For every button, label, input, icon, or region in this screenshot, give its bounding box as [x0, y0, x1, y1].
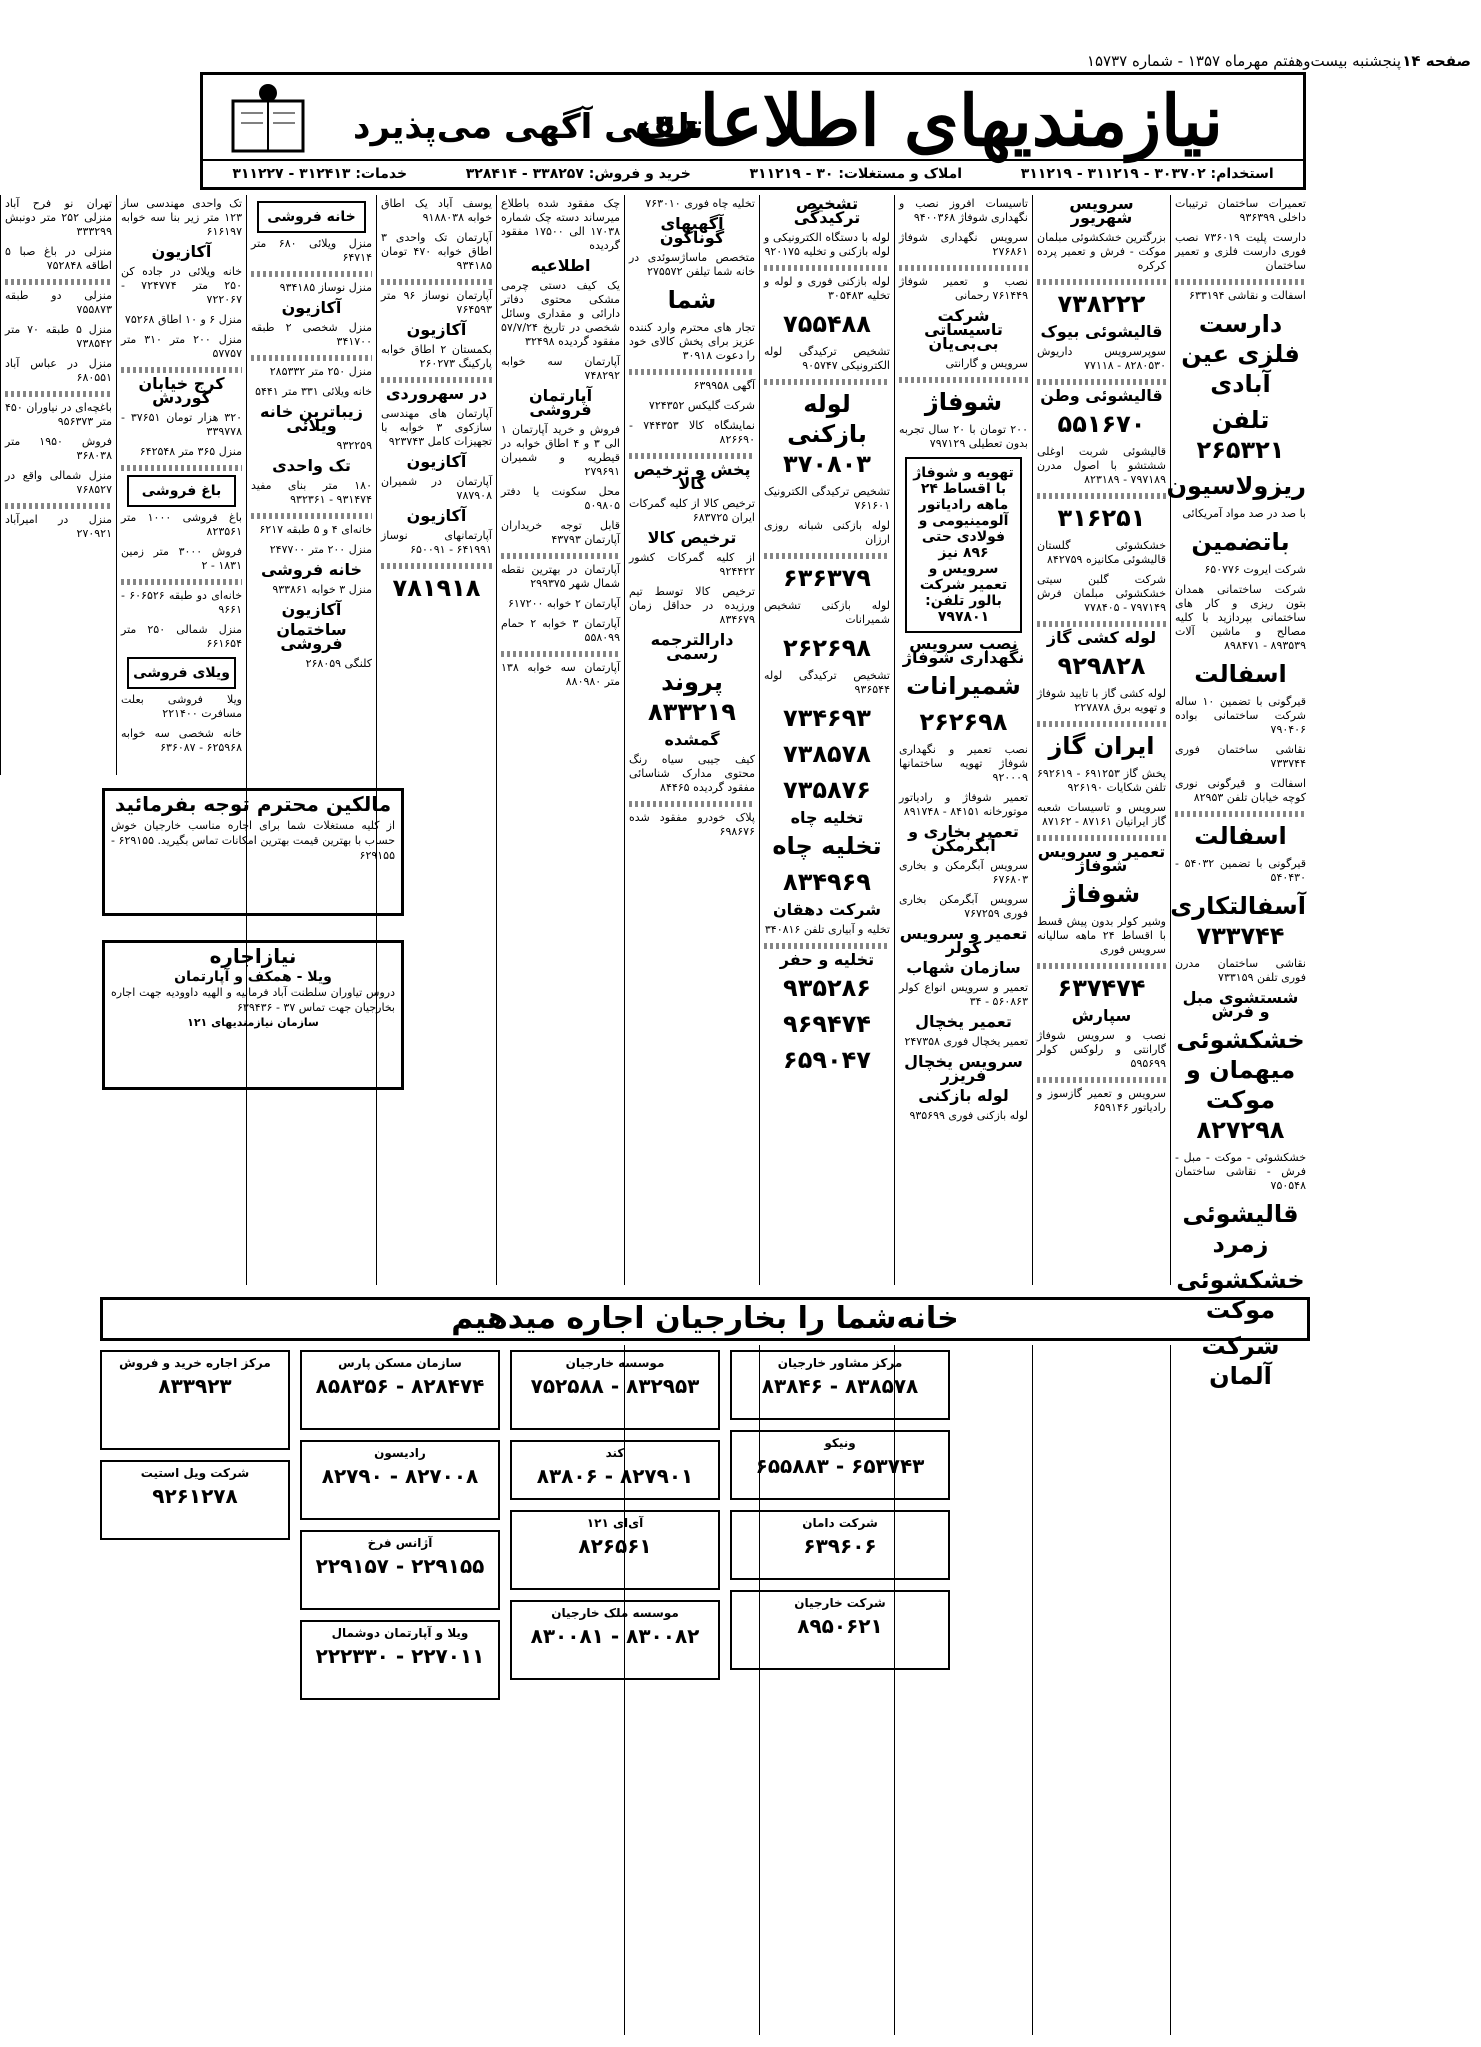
section-heading-box: ویلای فروشی — [127, 657, 236, 689]
classified-ad: سرویس و گارانتی — [945, 357, 1028, 370]
ad-highlight: ۷۸۱۹۱۸ — [392, 574, 481, 602]
classified-ad: تشخیص ترکیدگی الکترونیک ۷۶۱۶۰۱ — [764, 485, 890, 512]
classified-ad: یک کیف دستی چرمی مشکی محتوی دفاتر دارائی و مقداری وسائل شخصی در تاریخ ۵۷/۷/۲۴ مفقود گردیده ۳۲۴۹۸ — [501, 279, 620, 348]
ad-highlight: ۷۳۸۵۷۸ — [783, 740, 871, 768]
ad-highlight: شما — [667, 286, 717, 314]
agency-name: مرکز مشاور خارجیان — [777, 1356, 903, 1370]
classified-ad: کیف جیبی سیاه رنگ محتوی مدارک شناسائی مفقود گردیده ۸۴۴۶۵ — [629, 753, 755, 794]
classified-ad: بزرگترین خشکشوئی مبلمان موکت - فرش و تعمیر پرده کرکره — [1037, 231, 1166, 272]
ad-separator — [381, 563, 492, 569]
ad-highlight: تشخیص ترکیدگی — [793, 194, 861, 227]
classified-ad: سرویس آبگرمکن بخاری فوری ۷۶۷۲۵۹ — [899, 893, 1028, 920]
ad-highlight: لوله بازکنی ۳۷۰۸۰۳ — [783, 390, 871, 478]
classified-ad: فروش و خرید آپارتمان ۱ الی ۳ و ۴ اطاق خوابه در قیطریه و شمیران ۲۷۹۶۹۱ — [501, 423, 620, 478]
top-line — [42, 52, 1481, 74]
rent-notice — [102, 940, 404, 1090]
agency-phone: ۶۵۳۷۴۳ - ۶۵۵۸۸۳ — [755, 1454, 925, 1478]
classified-ad: قیرگونی با تضمین ۵۴۰۳۲ - ۵۴۰۴۳۰ — [1175, 857, 1306, 884]
classified-ad: نقاشی ساختمان مدرن فوری تلفن ۷۳۳۱۵۹ — [1175, 957, 1306, 984]
ad-highlight: تک واحدی — [272, 456, 351, 475]
classified-ad: نمایشگاه کالا ۷۴۴۳۵۳ - ۸۲۶۶۹۰ — [629, 419, 755, 446]
section-heading-box: خانه فروشی — [257, 201, 366, 233]
ad-highlight: تعمیر و سرویس کولر — [899, 924, 1028, 957]
ad-highlight: ۹۲۹۸۲۸ — [1057, 652, 1146, 680]
ad-highlight: گمشده — [664, 730, 720, 749]
classified-ad: آپارتمان نوساز ۹۶ متر ۷۶۴۵۹۳ — [381, 289, 493, 316]
ad-highlight: سرویس یخچال فریزر — [904, 1052, 1023, 1085]
classified-ad: آپارتمان سه خوابه ۷۴۸۲۹۲ — [501, 355, 620, 382]
column-5 — [624, 195, 759, 1285]
classified-ad: تهران نو فرح آباد منزلی ۲۵۲ متر دونبش ۳۳۳۲۹۹ — [5, 197, 112, 238]
ad-highlight: خشکشوئی میهمان و موکت ۸۲۷۲۹۸ — [1176, 1026, 1305, 1144]
ad-highlight: ۲۶۲۶۹۸ — [919, 708, 1008, 736]
classified-ad: تعمیر و سرویس انواع کولر ۵۶۰۸۶۳ - ۳۴ — [899, 981, 1028, 1008]
classified-ad: سوپرسرویس داریوش ۸۲۸۰۵۳۰ - ۷۷۱۱۸ — [1037, 345, 1166, 372]
classified-ad: لوله بازکنی فوری و لوله و تخلیه ۳۰۵۴۸۳ — [764, 275, 890, 302]
ad-separator — [764, 379, 890, 385]
ad-highlight: آکازیون — [281, 298, 342, 317]
foreigners-rent-banner: خانه‌شما را بخارجیان اجاره میدهیم — [100, 1297, 1310, 1341]
ad-highlight: تلفن ۲۶۵۳۲۱ — [1196, 406, 1285, 464]
lower-ads-area — [100, 1345, 1310, 2035]
ad-highlight: ۸۳۴۹۶۹ — [783, 868, 871, 896]
classified-ad: اسفالت و قیرگونی نوری کوچه خیابان تلفن ۸۲۹۵۳ — [1175, 777, 1306, 804]
column-6 — [496, 195, 624, 1285]
ad-highlight: سپارش — [1071, 1006, 1132, 1025]
ad-highlight: زیباترین خانه ویلائی — [260, 402, 363, 435]
ad-highlight: شمیرانات — [906, 672, 1021, 700]
ad-highlight: اسفالت — [1194, 822, 1287, 850]
classified-ad: ۲۰۰ تومان با ۲۰ سال تجربه بدون تعطیلی ۷۹۷۱۲۹ — [899, 423, 1028, 450]
classified-ad: منزل شمالی ۲۵۰ متر ۶۶۱۶۵۴ — [121, 623, 243, 650]
classified-ad: منزل ۲۰۰ متر ۲۴۷۷۰۰ — [269, 543, 372, 556]
classified-ad: خانه ویلائی در جاده کن ۲۵۰ متر ۷۲۴۷۷۴ - ۷۲۲۰۶۷ — [121, 265, 242, 306]
classified-ad: منزلی در باغ صبا ۵ اطاقه ۷۵۲۸۴۸ — [5, 245, 112, 272]
classified-ad: از کلیه گمرکات کشور ۹۲۴۴۲۲ — [629, 551, 755, 578]
classified-ad: منزل شخصی ۲ طبقه ۳۴۱۷۰۰ — [251, 321, 372, 348]
ad-highlight: ۵۵۱۶۷۰ — [1057, 410, 1146, 438]
ad-separator — [1037, 721, 1166, 727]
ad-highlight: تخلیه و حفر — [779, 950, 875, 969]
agency-phone: ۸۳۸۵۷۸ - ۸۳۸۴۶ — [761, 1374, 919, 1398]
agency-name: سازمان مسکن پارس — [338, 1356, 462, 1370]
column-4 — [759, 195, 894, 1285]
ad-highlight: ساختمان فروشی — [276, 620, 347, 653]
ad-separator — [1175, 279, 1306, 285]
classified-ad: نصب و تعمیر شوفاژ ۷۶۱۴۴۹ رحمانی — [899, 275, 1028, 302]
ad-highlight: پروند ۸۳۳۲۱۹ — [648, 668, 736, 726]
rent-text: دروس تیاوران سلطنت آباد فرمانیه و الهیه داوودیه جهت اجاره بخارجیان جهت تماس ۳۷ - ۶۳۹۴۳۶ — [111, 986, 395, 1014]
ad-separator — [1037, 279, 1166, 285]
ad-highlight: شستشوی مبل و فرش — [1182, 988, 1299, 1021]
ad-separator — [1037, 963, 1166, 969]
ad-separator — [1037, 621, 1166, 627]
ad-separator — [121, 579, 242, 585]
column-8 — [246, 195, 376, 1285]
ad-separator — [629, 369, 755, 375]
owners-notice — [102, 788, 404, 916]
ad-highlight: تخلیه چاه — [772, 832, 882, 860]
classified-ad: تجار های محترم وارد کننده عزیز برای پخش کالای خود را دعوت ۳۰۹۱۸ — [629, 321, 755, 362]
classified-ad: شرکت ایروت ۶۵۰۷۷۶ — [1204, 563, 1306, 576]
rent-phone: سازمان نیازمندیهای ۱۲۱ — [187, 1016, 319, 1029]
classified-ad: چک مفقود شده باطلاع میرساند دسته چک شماره ۱۷۰۳۸ الی ۱۷۵۰۰ مفقود گردیده — [501, 197, 620, 252]
ad-separator — [501, 651, 620, 657]
ad-highlight: شرکت دهقان — [773, 900, 881, 919]
classified-ad: خانه‌ای ۴ و ۵ طبقه ۶۲۱۷ — [259, 523, 372, 536]
agency-phone: ۲۲۹۱۵۵ - ۲۲۹۱۵۷ — [315, 1554, 485, 1578]
classified-ad: با صد در صد مواد آمریکائی — [1182, 507, 1306, 520]
classified-ad: کلنگی ۲۶۸۰۵۹ — [305, 657, 372, 670]
agency-ad — [300, 1350, 500, 1430]
agency-ad — [100, 1350, 290, 1450]
ad-separator — [629, 453, 755, 459]
classified-ad: متخصص ماساژسوئدی در خانه شما تیلفن ۲۷۵۵۷۲ — [629, 251, 755, 278]
classified-ad: منزل شمالی واقع در ۷۶۸۵۲۷ — [5, 469, 112, 496]
agency-ad — [300, 1440, 500, 1520]
agency-name: آژانس فرخ — [367, 1536, 433, 1550]
column-3 — [894, 195, 1032, 1285]
classified-ad: سرویس و تعمیر گازسوز و رادیاتور ۶۵۹۱۴۶ — [1037, 1087, 1166, 1114]
agency-phone: ۸۲۸۴۷۴ - ۸۵۸۳۵۶ — [315, 1374, 485, 1398]
column-1 — [1166, 195, 1310, 1390]
classified-ad: لوله بازکنی شبانه روزی ارزان — [764, 519, 890, 546]
ad-highlight: ۲۶۲۶۹۸ — [783, 634, 871, 662]
ad-separator — [764, 943, 890, 949]
masthead-subtitle: تلفنی آگهی می‌پذیرد — [353, 107, 704, 147]
lower-column-1 — [1170, 1345, 1310, 2035]
classified-ad: قالیشوئی شربت اوغلی ششتشو با اصول مدرن ۷۹۷۱۸۹ - ۸۲۳۱۸۹ — [1037, 445, 1166, 486]
classified-ad: شرکت ساختمانی همدان بتون ریزی و کار های ساختمانی بپردازید با کلیه مصالح و ماشین آلات ۸۹۳۵۳۹ - ۸۹۸۴۷۱ — [1175, 583, 1306, 652]
ad-highlight: ۶۳۶۳۷۹ — [783, 564, 871, 592]
classified-ad: ۹۳۲۲۵۹ — [336, 439, 372, 452]
ad-separator — [501, 553, 620, 559]
ad-separator — [5, 391, 112, 397]
classified-ad: تخلیه و آبیاری تلفن ۳۴۰۸۱۶ — [764, 923, 890, 936]
ad-separator — [381, 377, 492, 383]
ad-highlight: قالیشوئی زمرد — [1182, 1200, 1299, 1258]
ad-highlight: آکازیون — [281, 600, 342, 619]
classified-ad: شرکت گلیکس ۷۲۴۳۵۲ — [648, 399, 755, 412]
classified-ad: قابل توجه خریداران آپارتمان ۴۳۷۹۳ — [501, 519, 620, 546]
ad-highlight: آسفالتکاری ۷۳۳۷۴۴ — [1170, 892, 1306, 950]
classified-ad: آپارتمان سه خوابه ۱۳۸ متر ۸۸۰۹۸۰ — [501, 661, 620, 688]
classified-ad: خانه شخصی سه خوابه ۶۲۵۹۶۸ - ۶۳۶۰۸۷ — [121, 727, 242, 754]
classified-ad: تعمیر یخچال فوری ۲۴۷۳۵۸ — [904, 1035, 1028, 1048]
section-heading-box: باغ فروشی — [127, 475, 236, 507]
classified-ad: یوسف آباد یک اطاق خوابه ۹۱۸۸۰۳۸ — [381, 197, 492, 224]
agency-name: شرکت دامان — [802, 1516, 878, 1530]
classified-ad: تعمیر شوفاژ و رادیاتور موتورخانه ۸۴۱۵۱ - ۸۹۱۷۴۸ — [899, 791, 1028, 818]
column-2 — [1032, 195, 1170, 1285]
ad-highlight: قالیشوئی بیوک — [1040, 322, 1163, 341]
classified-ad: آپارتمان در بهترین نقطه شمال شهر ۲۹۹۳۷۵ — [501, 563, 620, 590]
classified-ad: منزل ۳۶۵ متر ۶۴۲۵۴۸ — [139, 445, 242, 458]
rent-subtitle: ویلا - همکف و آپارتمان — [174, 969, 332, 985]
column-7 — [376, 195, 496, 1285]
ad-highlight: در سهروردی — [385, 384, 488, 403]
classified-ad: فروش ۱۹۵۰ متر ۳۶۸۰۳۸ — [5, 435, 112, 462]
classified-ad: باغ فروشی ۱۰۰۰ متر ۸۲۳۵۶۱ — [121, 511, 242, 538]
phone-services: خدمات: ۳۱۲۴۱۳ - ۳۱۱۲۲۷ — [232, 166, 408, 182]
ad-highlight: قالیشوئی وطن — [1040, 386, 1163, 405]
agency-name: رادیسون — [374, 1446, 426, 1460]
classified-ad: منزل ویلائی ۶۸۰ متر ۶۴۷۱۴ — [251, 237, 372, 264]
classified-ad: پخش گاز ۶۹۱۲۵۳ - ۶۹۲۶۱۹ تلفن شکایات ۹۲۶۱۹۰ — [1037, 767, 1166, 794]
classified-ad: لوله بازکنی فوری ۹۳۵۶۹۹ — [909, 1109, 1028, 1122]
classified-ad: آپارتمان ۳ خوابه ۲ حمام ۵۵۸۰۹۹ — [501, 617, 620, 644]
classified-ad: ۱۸۰ متر بنای مفید ۹۳۱۴۷۴ - ۹۳۲۳۶۱ — [251, 479, 372, 506]
ad-highlight: سرویس شهریور — [1069, 194, 1134, 227]
classified-ad: منزلی دو طبقه ۷۵۵۸۷۳ — [5, 289, 112, 316]
agency-phone: ۸۳۳۹۲۳ — [158, 1374, 232, 1398]
ad-highlight: اطلاعیه — [530, 256, 591, 275]
ad-highlight: ترخیص کالا — [647, 528, 737, 547]
ad-highlight: آکازیون — [406, 320, 467, 339]
masthead-title: نیازمندیهای اطلاعات — [633, 79, 1223, 162]
ad-separator — [121, 367, 242, 373]
ad-highlight: دارالترجمه رسمی — [650, 630, 734, 663]
newspaper-reader-icon — [213, 81, 323, 161]
ad-separator — [764, 265, 890, 271]
classified-ad: نقاشی ساختمان فوری ۷۳۳۷۴۴ — [1175, 743, 1306, 770]
ad-separator — [1037, 379, 1166, 385]
ad-separator — [1037, 1077, 1166, 1083]
ad-highlight: سازمان شهاب — [906, 958, 1021, 977]
ad-highlight: ایران گاز — [1048, 732, 1155, 760]
classified-ad: لوله بازکنی تشخیص شمیرانات — [764, 599, 890, 626]
agency-name: موسسه ملک خارجیان — [551, 1606, 679, 1620]
classified-ad: نصب تعمیر و نگهداری شوفاژ تهویه ساختمانها ۹۲۰۰۰۹ — [899, 743, 1028, 784]
notice-title: مالکین محترم توجه بفرمائید — [114, 792, 392, 816]
classified-ad: منزل نوساز ۹۳۴۱۸۵ — [279, 281, 372, 294]
classified-ad: دارست پلیت ۷۳۶۰۱۹ نصب فوری دارست فلزی و تعمیر ساختمان — [1175, 231, 1306, 272]
page-number: صفحه ۱۴ — [1402, 52, 1471, 70]
agency-phone: ۹۲۶۱۲۷۸ — [152, 1484, 238, 1508]
classified-ad: ترخیص کالا از کلیه گمرکات ایران ۶۸۳۷۲۵ — [629, 497, 755, 524]
lower-column-2 — [1032, 1345, 1170, 2035]
agency-phone: ۸۲۶۵۶۱ — [578, 1534, 652, 1558]
classified-ad: قیرگونی با تضمین ۱۰ ساله شرکت ساختمانی بواده ۷۹۰۴۰۶ — [1175, 695, 1306, 736]
classified-ad: سرویس و تاسیسات شعبه گاز ایرانیان ۸۷۱۶۱ - ۸۷۱۶۲ — [1037, 801, 1166, 828]
classified-ad: سرویس نگهداری شوفاژ ۲۷۶۸۶۱ — [899, 231, 1028, 258]
phone-real-estate: املاک و مستغلات: ۳۰ - ۳۱۱۲۱۹ — [749, 166, 963, 182]
ad-highlight: ریزولاسیون — [1166, 472, 1306, 500]
ad-highlight: اسفالت — [1194, 660, 1287, 688]
agency-phone: ۸۳۰۰۸۲ - ۸۳۰۰۸۱ — [530, 1624, 700, 1648]
ad-separator — [1175, 811, 1306, 817]
classified-ad: منزل ۵ طبقه ۷۰ متر ۷۳۸۵۴۲ — [5, 323, 112, 350]
classified-ad: منزل ۳ خوابه ۹۳۳۸۶۱ — [272, 583, 372, 596]
ad-highlight: ۳۱۶۲۵۱ — [1057, 504, 1146, 532]
column-9 — [116, 195, 246, 775]
masthead-phones — [203, 159, 1303, 187]
classified-ad: لوله کشی گاز با تایید شوفاژ و تهویه برق ۲۲۷۸۷۸ — [1037, 687, 1166, 714]
classified-ad: آگهی ۶۳۹۹۵۸ — [693, 379, 755, 392]
ad-highlight: ۶۵۹۰۴۷ — [783, 1046, 871, 1074]
phone-employment: استخدام: ۳۰۳۷۰۲ - ۳۱۱۲۱۹ - ۳۱۱۲۱۹ — [1020, 166, 1274, 182]
ad-highlight: ۷۵۵۴۸۸ — [783, 310, 871, 338]
ad-separator — [5, 503, 112, 509]
ad-separator — [899, 265, 1028, 271]
agency-ad — [300, 1530, 500, 1610]
ad-highlight: شوفاژ — [1062, 880, 1141, 908]
classified-ad: آپارتمان تک واحدی ۳ اطاق خوابه ۴۷۰ تومان ۹۳۴۱۸۵ — [381, 231, 492, 272]
classified-ad: نصب و سرویس شوفاژ گارانتی و رلوکس کولر ۵۹۵۶۹۹ — [1037, 1029, 1166, 1070]
agency-ad — [300, 1620, 500, 1700]
ad-separator — [899, 377, 1028, 383]
agency-phone: ۸۲۷۹۰۱ - ۸۳۸۰۶ — [536, 1464, 694, 1488]
ad-separator — [251, 513, 372, 519]
agency-phone: ۸۳۲۹۵۳ - ۷۵۲۵۸۸ — [530, 1374, 700, 1398]
classified-ad: منزل ۲۵۰ متر ۲۸۵۳۳۲ — [269, 365, 372, 378]
classified-ad: منزل ۲۰۰ متر ۳۱۰ متر ۵۷۷۵۷ — [121, 333, 242, 360]
column-10 — [0, 195, 116, 775]
ad-highlight: تخلیه چاه — [790, 808, 864, 827]
issue-date: پنجشنبه بیست‌وهفتم مهرماه ۱۳۵۷ - شماره ۱۵۷۳۷ — [1086, 52, 1401, 70]
classified-ad: تک واحدی مهندسی ساز ۱۲۳ متر زیر بنا سه خوابه ۶۱۶۱۹۷ — [121, 197, 242, 238]
ad-highlight: تعمیر یخچال — [915, 1012, 1012, 1031]
classified-ad: منزل در امیرآباد ۲۷۰۹۲۱ — [5, 513, 112, 540]
classified-ad: تخلیه چاه فوری ۷۶۳۰۱۰ — [645, 197, 755, 210]
ad-separator — [1037, 835, 1166, 841]
classified-ad: ویلا فروشی بعلت مسافرت ۲۲۱۴۰۰ — [121, 693, 242, 720]
classified-ad: آپارتمان های مهندسی سازکوی ۳ خوابه با تجهیزات کامل ۹۲۳۷۴۳ — [381, 407, 493, 448]
classified-ad: ترخیص کالا توسط تیم ورزیده در حداقل زمان ۸۳۴۶۷۹ — [629, 585, 755, 626]
lower-column-5 — [624, 1345, 759, 2035]
classified-ad: آپارتمان ۲ خوابه ۶۱۷۲۰۰ — [507, 597, 620, 610]
lower-column-4 — [759, 1345, 894, 2035]
ad-highlight: دارست فلزی عین آبادی — [1181, 310, 1300, 398]
ad-highlight: ۹۳۵۲۸۶ — [783, 974, 871, 1002]
ad-highlight: کرج خیابان کوردش — [138, 374, 225, 407]
ad-highlight: ۶۳۷۴۷۴ — [1057, 974, 1146, 1002]
classified-ad: خانه‌ای دو طبقه ۶۰۶۵۲۶ - ۹۶۶۱ — [121, 589, 242, 616]
agency-name: مرکز اجاره خرید و فروش — [119, 1356, 271, 1370]
classified-ad: تشخیص ترکیدگی لوله ۹۳۶۵۴۴ — [764, 669, 890, 696]
classified-ad: آپارتمانهای نوساز ۶۴۱۹۹۱ - ۶۵۰۰۹۱ — [381, 529, 492, 556]
phone-buy-sell: خرید و فروش: ۳۳۸۲۵۷ - ۳۲۸۴۱۴ — [465, 166, 691, 182]
classified-ad: لوله با دستگاه الکترونیکی و لوله بازکنی و تخلیه ۹۲۰۱۷۵ — [764, 231, 890, 258]
agency-ad — [100, 1460, 290, 1540]
agency-phone: ۲۲۷۰۱۱ - ۲۲۲۳۳۰ — [315, 1644, 485, 1668]
ad-highlight: شرکت تاسیساتی بی‌بی‌یان — [924, 306, 1003, 353]
classified-ad: محل سکونت یا دفتر ۵۰۹۸۰۵ — [501, 485, 620, 512]
ad-highlight: خانه فروشی — [260, 560, 363, 579]
agency-name: کند — [605, 1446, 625, 1460]
agency-name: آی‌ای ۱۲۱ — [586, 1516, 644, 1530]
classified-ad: پلاک خودرو مفقود شده ۶۹۸۶۷۶ — [629, 811, 755, 838]
masthead — [200, 72, 1306, 190]
ad-highlight: تعمیر و سرویس شوفاژ — [1037, 842, 1166, 875]
classified-ad: بکمستان ۲ اطاق خوابه پارکینگ ۲۶۰۲۷۳ — [381, 343, 492, 370]
classified-ad: خشکشوئی گلستان قالیشوئی مکانیزه ۸۴۲۷۵۹ — [1037, 539, 1166, 566]
agency-phone: ۶۳۹۶۰۶ — [803, 1534, 877, 1558]
classified-ad: ۳۲۰ هزار تومان ۳۷۶۵۱ - ۳۳۹۷۷۸ — [121, 411, 243, 438]
agency-name: شرکت خارجیان — [794, 1596, 886, 1610]
classified-ad: آپارتمان در شمیران ۷۸۷۹۰۸ — [381, 475, 492, 502]
ad-highlight: نصب سرویس نگهداری شوفاژ — [902, 634, 1025, 667]
ad-highlight: ۷۳۸۲۲۲ — [1057, 290, 1146, 318]
classified-ad: سرویس آبگرمکن و بخاری ۶۷۶۸۰۳ — [899, 859, 1028, 886]
ad-highlight: باتضمین — [1191, 528, 1290, 556]
classified-ad: تشخیص ترکیدگی لوله الکترونیکی ۹۰۵۷۴۷ — [764, 345, 890, 372]
rent-title: نیازاجاره — [209, 944, 297, 968]
ad-highlight: تعمیر بخاری و آبگرمکن — [908, 822, 1019, 855]
ad-highlight: خشکشوئی موکت — [1176, 1266, 1305, 1324]
classified-ad: تاسیسات افروز نصب و نگهداری شوفاژ ۹۴۰۰۳۶۸ — [899, 197, 1028, 224]
classified-ad: اسفالت و نقاشی ۶۳۳۱۹۴ — [1189, 289, 1306, 302]
ad-separator — [251, 271, 372, 277]
ad-highlight: شوفاژ — [924, 388, 1003, 416]
classified-ad: خشکشوئی - موکت - مبل - فرش - نقاشی ساختمان ۷۵۰۵۴۸ — [1175, 1151, 1306, 1192]
ad-separator — [381, 279, 492, 285]
agency-name: موسسه خارجیان — [565, 1356, 665, 1370]
ad-separator — [5, 279, 112, 285]
classified-ad: تعمیرات ساختمان ترتیبات داخلی ۹۳۶۳۹۹ — [1175, 197, 1306, 224]
ad-highlight: آپارتمان فروشی — [528, 386, 593, 419]
classified-ad: منزل ۶ و ۱۰ اطاق ۷۵۲۶۸ — [124, 313, 242, 326]
agency-phone: ۸۲۷۰۰۸ - ۸۲۷۹۰ — [321, 1464, 479, 1488]
ad-highlight: آگهیهای گوناگون — [659, 214, 725, 247]
classified-ad: خانه ویلائی ۳۳۱ متر ۵۴۴۱ — [255, 385, 372, 398]
ad-highlight: آکازیون — [406, 452, 467, 471]
ad-highlight: لوله بازکنی — [918, 1086, 1009, 1105]
ad-highlight: ۷۳۴۶۹۳ — [783, 704, 871, 732]
notice-text: از کلیه مستغلات شما برای اجاره مناسب خارجیان خوش حساب با بهترین قیمت بهترین امکانات تماس بگیرید. ۶۲۹۱۵۵ - ۶۲۹۱۵۵ — [111, 819, 395, 862]
ad-separator — [251, 355, 372, 361]
ad-highlight: لوله کشی گاز — [1046, 628, 1157, 647]
agency-name: ونیکو — [824, 1436, 856, 1450]
classified-ad: فروش ۳۰۰۰ متر زمین ۱۸۳۱ - ۲ — [121, 545, 242, 572]
ad-separator — [1037, 493, 1166, 499]
classified-ad: شرکت گلبن سیتی خشکشوئی مبلمان فرش ۷۹۷۱۴۹ - ۷۷۸۴۰۵ — [1037, 573, 1166, 614]
ad-separator — [629, 801, 755, 807]
ad-highlight: ۹۶۹۴۷۴ — [783, 1010, 871, 1038]
ad-separator — [121, 465, 242, 471]
classified-ad: منزل در عباس آباد ۶۸۰۵۵۱ — [5, 357, 112, 384]
lower-column-3 — [894, 1345, 1032, 2035]
ad-separator — [764, 553, 890, 559]
ad-highlight: شرکت آلمان — [1201, 1332, 1280, 1390]
ad-highlight: پخش و ترخیص کالا — [633, 460, 751, 493]
section-heading-box: تهویه و شوفاژ با اقساط ۲۴ ماهه رادیاتور آلومینیومی و فولادی حتی ۸۹۶ نیز سرویس و تعمیر شرکت بالور تلفن: ۷۹۷۸۰۱ — [905, 457, 1022, 633]
agency-name: ویلا و آپارتمان دوشمال — [331, 1626, 469, 1640]
ad-highlight: آکازیون — [406, 506, 467, 525]
classified-ad: باغچه‌ای در نیاوران ۴۵۰ متر ۹۵۶۳۷۳ — [5, 401, 112, 428]
ad-highlight: آکازیون — [151, 242, 212, 261]
classified-ad: وشیر کولر بدون پیش قسط با اقساط ۲۴ ماهه سالیانه سرویس فوری — [1037, 915, 1166, 956]
ad-highlight: ۷۳۵۸۷۶ — [783, 776, 871, 804]
agency-name: شرکت ویل استیت — [140, 1466, 250, 1480]
agency-phone: ۸۹۵۰۶۲۱ — [797, 1614, 883, 1638]
